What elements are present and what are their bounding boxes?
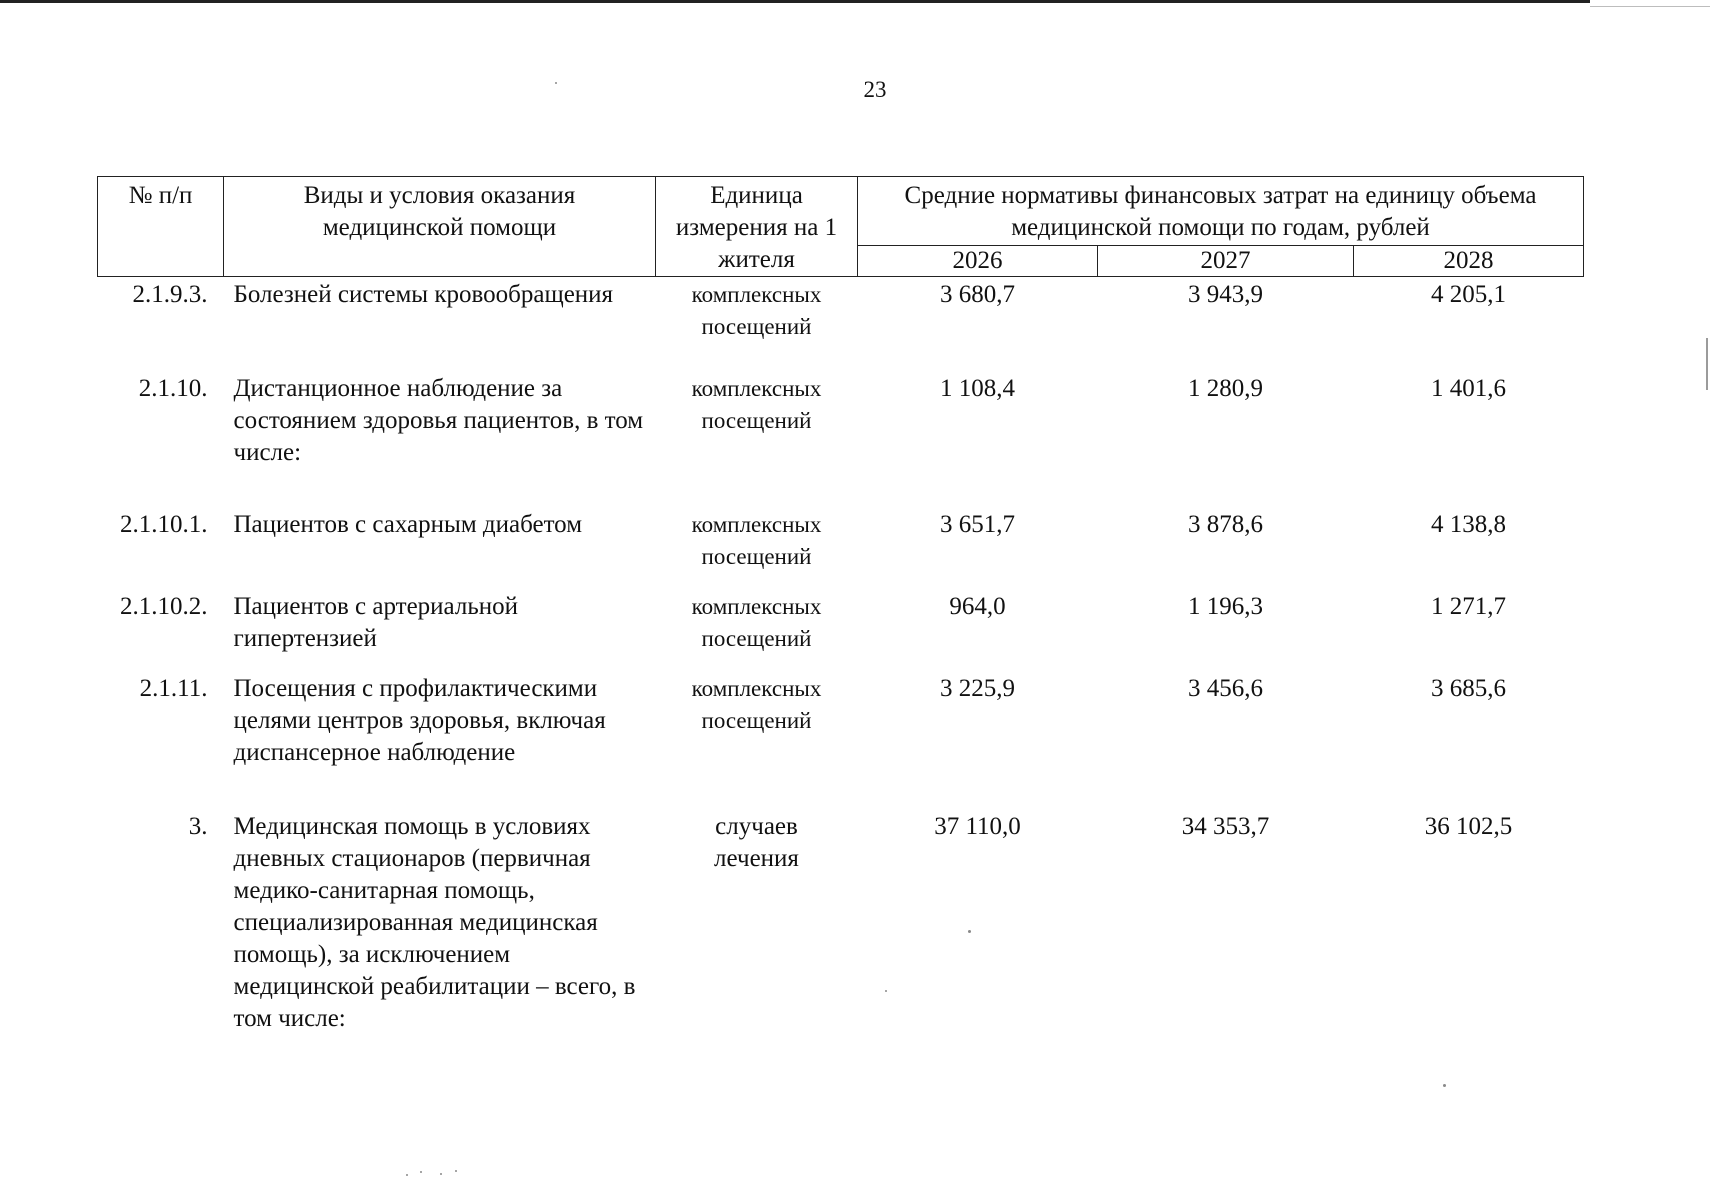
row-value-2028: 3 685,6 xyxy=(1431,674,1506,702)
row-value-2027: 3 456,6 xyxy=(1188,674,1263,702)
row-number: 2.1.11. xyxy=(139,674,208,702)
header-row-main xyxy=(98,177,1584,246)
table-row xyxy=(98,363,1584,499)
row-value-2027: 1 196,3 xyxy=(1188,592,1263,620)
row-kind: Посещения с профилактическими целями центров здоровья, включая диспансерное наблюдение xyxy=(233,674,606,766)
header-year-2028: 2028 xyxy=(1354,246,1584,277)
header-kind: Виды и условия оказания медицинской помощи xyxy=(224,177,656,277)
table-row xyxy=(98,277,1584,363)
table-row xyxy=(98,663,1584,801)
row-value-2027: 1 280,9 xyxy=(1188,374,1263,402)
row-value-2026: 3 651,7 xyxy=(940,510,1015,538)
row-value-2027: 3 943,9 xyxy=(1188,281,1263,308)
scan-speck xyxy=(968,930,971,933)
row-value-2028: 4 138,8 xyxy=(1431,510,1506,538)
row-unit: комплексных посещений xyxy=(691,375,822,433)
top-border-line-fade xyxy=(1590,6,1710,7)
table-row xyxy=(98,801,1584,1035)
top-border-line xyxy=(0,0,1590,3)
table-header xyxy=(98,177,1584,277)
scan-speck xyxy=(555,82,557,84)
row-value-2026: 3 225,9 xyxy=(940,674,1015,702)
header-num: № п/п xyxy=(98,177,224,277)
row-kind: Медицинская помощь в условиях дневных стационаров (первичная медико-санитарная помощь, специализированная медицинская помощь), за исключением медицинской реабилитации – всего, в том числе: xyxy=(233,812,636,1032)
row-value-2027: 3 878,6 xyxy=(1188,510,1263,538)
row-value-2028: 4 205,1 xyxy=(1431,281,1506,308)
header-norms: Средние нормативы финансовых затрат на единицу объема медицинской помощи по годам, рублей xyxy=(858,177,1584,246)
row-kind: Пациентов с сахарным диабетом xyxy=(233,510,583,538)
page-number: 23 xyxy=(863,77,887,102)
row-kind: Болезней системы кровообращения xyxy=(233,281,614,308)
row-unit: комплексных посещений xyxy=(691,593,822,651)
row-value-2028: 1 271,7 xyxy=(1431,592,1506,620)
row-unit: случаев лечения xyxy=(714,812,799,872)
row-number: 2.1.9.3. xyxy=(132,281,208,308)
table-row xyxy=(98,499,1584,581)
row-value-2028: 36 102,5 xyxy=(1424,812,1513,840)
row-value-2026: 37 110,0 xyxy=(934,812,1021,840)
scan-speck xyxy=(406,1174,408,1176)
scan-speck xyxy=(455,1170,457,1172)
row-number: 2.1.10. xyxy=(138,374,208,402)
row-value-2026: 1 108,4 xyxy=(940,374,1015,402)
row-unit: комплексных посещений xyxy=(691,675,822,733)
row-number: 3. xyxy=(188,812,208,840)
row-unit: комплексных посещений xyxy=(691,282,822,339)
scan-speck xyxy=(440,1173,442,1175)
row-unit: комплексных посещений xyxy=(691,511,822,569)
row-number: 2.1.10.1. xyxy=(120,510,208,538)
header-year-2027: 2027 xyxy=(1098,246,1354,277)
header-year-2026: 2026 xyxy=(858,246,1098,277)
scan-edge-mark xyxy=(1706,338,1708,390)
scan-speck xyxy=(1443,1084,1446,1087)
financial-norms-table xyxy=(97,176,1584,1035)
table-body xyxy=(98,277,1584,1035)
row-value-2027: 34 353,7 xyxy=(1181,812,1270,840)
scan-speck xyxy=(420,1171,422,1173)
header-unit: Единица измерения на 1 жителя xyxy=(656,177,858,277)
row-value-2028: 1 401,6 xyxy=(1431,374,1506,402)
row-kind: Дистанционное наблюдение за состоянием здоровья пациентов, в том числе: xyxy=(233,374,644,466)
row-number: 2.1.10.2. xyxy=(120,592,208,620)
scan-speck xyxy=(885,990,887,992)
table-row xyxy=(98,581,1584,663)
row-kind: Пациентов с артериальной гипертензией xyxy=(233,592,518,652)
row-value-2026: 3 680,7 xyxy=(940,281,1015,308)
row-value-2026: 964,0 xyxy=(949,592,1006,620)
